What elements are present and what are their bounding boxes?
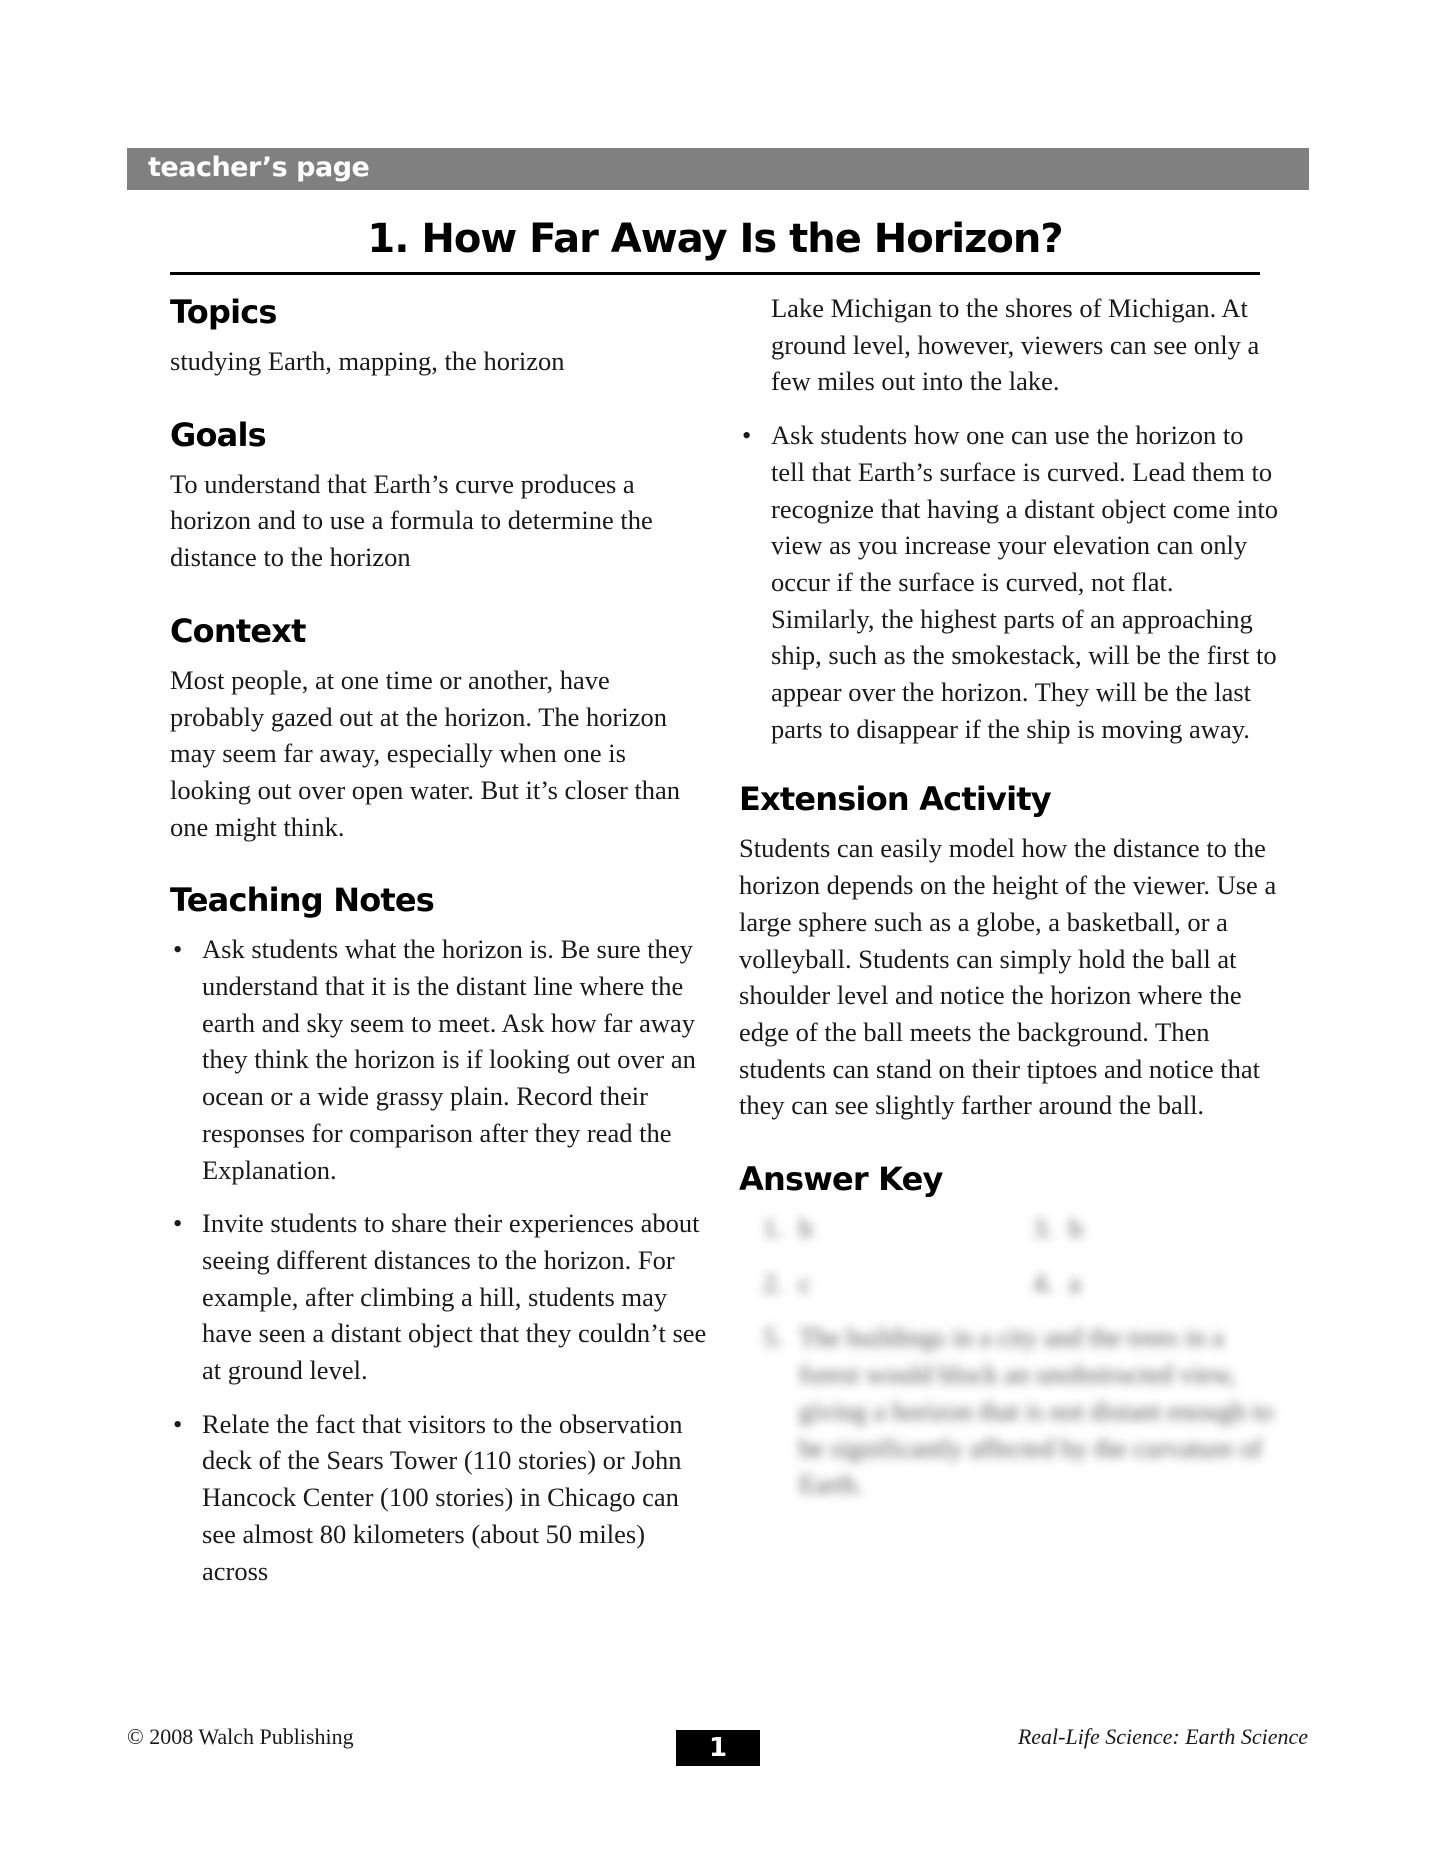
topics-heading: Topics <box>170 293 277 331</box>
answer-number: 3. <box>1033 1213 1053 1244</box>
list-item-text: Ask students what the horizon is. Be sure they understand that it is the distant line where the earth and sky seem to meet. Ask how far away they think the horizon is if looking out over an ocean or a wide grassy plain. Record their responses for comparison after they read the Explanation. <box>202 934 696 1185</box>
answer-item <box>1033 1210 1233 1247</box>
extension-activity-body: Students can easily model how the distance to the horizon depends on the height of the viewer. Use a large sphere such as a globe, a basketball, or a volleyball. Students can simply hold the ball at shoulder level and notice the horizon where the edge of the ball meets the background. Then students can stand on their tiptoes and notice that they can see slightly farther around the ball. <box>739 833 1277 1121</box>
bullet-icon: • <box>173 1408 183 1439</box>
answer-text: c <box>799 1267 811 1298</box>
context-section <box>170 609 710 846</box>
answer-item <box>763 1210 1033 1247</box>
bullet-icon: • <box>742 420 752 451</box>
right-column <box>739 290 1279 1503</box>
answer-number: 4. <box>1033 1267 1053 1298</box>
banner-label: teacher’s page <box>148 152 370 183</box>
answer-item <box>763 1265 1033 1302</box>
list-item <box>739 417 1279 747</box>
answer-number: 5. <box>763 1322 783 1353</box>
copyright: © 2008 Walch Publishing <box>127 1724 354 1749</box>
teaching-notes-section <box>170 878 710 1589</box>
list-item-text: Lake Michigan to the shores of Michigan. At ground level, however, viewers can see only a few miles out into the lake. <box>771 293 1260 397</box>
goals-section <box>170 413 710 576</box>
bullet-icon: • <box>173 1208 183 1239</box>
page-number: 1 <box>676 1730 760 1766</box>
answer-key-grid <box>763 1210 1279 1301</box>
topics-section <box>170 290 710 380</box>
answer-key-section <box>739 1157 1279 1503</box>
answer-key-content-blurred <box>739 1210 1279 1503</box>
left-column <box>170 290 710 1589</box>
answer-number: 2. <box>763 1267 783 1298</box>
page-title: 1. How Far Away Is the Horizon? <box>367 216 1063 262</box>
answer-key-heading: Answer Key <box>739 1160 943 1199</box>
list-item <box>170 931 710 1188</box>
title-rule <box>170 272 1260 275</box>
goals-body: To understand that Earth’s curve produces a horizon and to use a formula to determine the distance to the horizon <box>170 468 653 573</box>
answer-text: a <box>1069 1267 1081 1298</box>
answer-text: b <box>799 1213 813 1244</box>
answer-text: b <box>1069 1213 1083 1244</box>
teaching-notes-continued <box>739 290 1279 747</box>
goals-heading: Goals <box>170 415 266 454</box>
list-item <box>170 1406 710 1590</box>
context-body: Most people, at one time or another, have probably gazed out at the horizon. The horizon may seem far away, especially when one is looking out over open water. But it’s closer than one might think. <box>170 664 681 842</box>
answer-item-long <box>763 1319 1279 1503</box>
list-item-text: Ask students how one can use the horizon to tell that Earth’s surface is curved. Lead them to recognize that having a distant object come into view as you increase your elevation can only occur if the surface is curved, not flat. Similarly, the highest parts of an approaching ship, such as the smokestack, will be the first to appear over the horizon. They will be the last parts to disappear if the ship is moving away. <box>771 420 1279 744</box>
answer-item <box>1033 1265 1233 1302</box>
teaching-notes-heading: Teaching Notes <box>170 881 435 920</box>
list-item-continuation <box>739 290 1279 400</box>
bullet-icon: • <box>173 934 183 965</box>
answer-text: The buildings in a city and the trees in a forest would block an unobstructed view, giving a horizon that is not distant enough to be significantly affected by the curvature of Earth. <box>799 1322 1273 1500</box>
context-heading: Context <box>170 611 306 650</box>
answer-number: 1. <box>763 1213 783 1244</box>
book-title: Real-Life Science: Earth Science <box>1017 1724 1308 1749</box>
list-item-text: Relate the fact that visitors to the observation deck of the Sears Tower (110 stories) or John Hancock Center (100 stories) in Chicago can see almost 80 kilometers (about 50 miles) across <box>202 1408 683 1586</box>
extension-activity-heading: Extension Activity <box>739 780 1051 819</box>
list-item-text: Invite students to share their experiences about seeing different distances to the horizon. For example, after climbing a hill, students may have seen a distant object that they couldn’t see at ground level. <box>202 1208 707 1386</box>
teaching-notes-list <box>170 931 710 1589</box>
list-item <box>170 1205 710 1389</box>
extension-activity-section <box>739 777 1279 1124</box>
topics-body: studying Earth, mapping, the horizon <box>170 346 565 376</box>
teachers-page-banner <box>127 148 1309 190</box>
